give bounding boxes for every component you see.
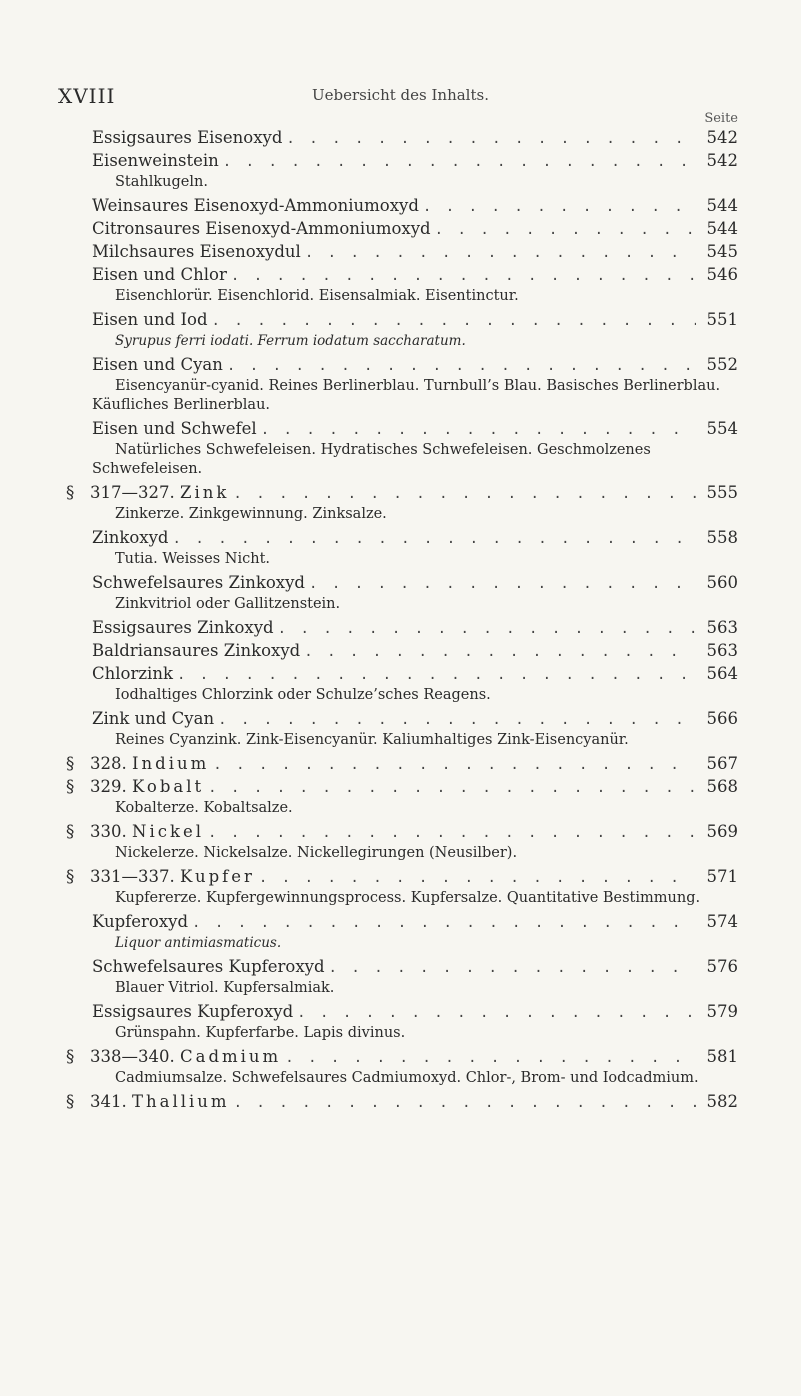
toc-subentry — [0, 685, 801, 707]
toc-entry-element-name: Zink — [179, 483, 230, 502]
toc-entry-title — [92, 662, 173, 685]
toc-entry-label: Eisen und Chlor — [92, 265, 227, 284]
section-sign: § — [66, 822, 75, 841]
running-title: Uebersicht des Inhalts. — [312, 86, 489, 104]
dot-leader — [208, 822, 696, 845]
toc-entry-title — [92, 1000, 293, 1023]
toc-entry-title — [92, 639, 300, 662]
toc-entry[interactable] — [0, 707, 801, 730]
toc-entry-page: 542 — [706, 128, 738, 147]
toc-entry[interactable] — [0, 1045, 801, 1068]
dot-leader — [435, 219, 696, 242]
toc-entry[interactable] — [0, 865, 801, 888]
toc-entry-label: Weinsaures Eisenoxyd-Ammoniumoxyd — [92, 196, 419, 215]
toc-entry-element-name: Thallium — [132, 1092, 230, 1111]
toc-entry[interactable] — [0, 639, 801, 662]
toc-entry-title — [66, 820, 204, 843]
toc-entry-label: Eisenweinstein — [92, 151, 219, 170]
toc-entry-title — [66, 752, 209, 775]
dot-leader — [208, 777, 696, 800]
toc-entry-page: 576 — [706, 957, 738, 976]
toc-entry-element-name: Kupfer — [179, 867, 255, 886]
toc-subentry-text: Eisenchlorür. Eisenchlorid. Eisensalmiak. Eisentinctur. — [115, 288, 519, 304]
toc-subentry — [0, 730, 801, 752]
dot-leader — [304, 641, 696, 664]
dot-leader — [231, 265, 696, 288]
toc-entry-page: 582 — [706, 1092, 738, 1111]
dot-leader — [305, 242, 696, 265]
toc-entry-label: 328. — [90, 754, 127, 773]
dot-leader — [278, 618, 696, 641]
toc-entry[interactable] — [0, 910, 801, 933]
toc-entry-label: 338—340. — [90, 1047, 175, 1066]
toc-entry[interactable] — [0, 217, 801, 240]
section-sign: § — [66, 867, 75, 886]
toc-entry[interactable] — [0, 1090, 801, 1113]
toc-subentry-text: Grünspahn. Kupferfarbe. Lapis divinus. — [115, 1025, 406, 1041]
toc-entry-title — [92, 910, 188, 933]
toc-entry-label: Chlorzink — [92, 664, 173, 683]
toc-entry[interactable] — [0, 752, 801, 775]
page-header — [0, 84, 801, 108]
toc-entry-page: 564 — [706, 664, 738, 683]
toc-entry[interactable] — [0, 417, 801, 440]
section-sign: § — [66, 1092, 75, 1111]
toc-entry-title — [92, 126, 282, 149]
dot-leader — [173, 528, 697, 551]
toc-subentry-text: Iodhaltiges Chlorzink oder Schulze’sches Reagens. — [115, 687, 491, 703]
toc-entry-page: 569 — [706, 822, 738, 841]
toc-entry[interactable] — [0, 194, 801, 217]
toc-subentry — [0, 440, 801, 481]
toc-entry[interactable] — [0, 775, 801, 798]
toc-entry-page: 574 — [706, 912, 738, 931]
toc-entry-label: Eisen und Schwefel — [92, 419, 257, 438]
toc-subentry — [0, 331, 801, 353]
toc-entry-element-name: Nickel — [132, 822, 204, 841]
toc-entry-label: 317—327. — [90, 483, 175, 502]
toc-entry-label: Zinkoxyd — [92, 528, 169, 547]
toc-entry[interactable] — [0, 481, 801, 504]
toc-entry-label: 331—337. — [90, 867, 175, 886]
toc-entry[interactable] — [0, 263, 801, 286]
toc-subentry — [0, 888, 801, 910]
toc-entry-title — [92, 526, 169, 549]
toc-entry-title — [66, 1090, 230, 1113]
toc-entry-title — [66, 865, 255, 888]
toc-entry-page: 544 — [706, 196, 738, 215]
toc-subentry-text: Kupfererze. Kupfergewinnungsprocess. Kupfersalze. Quantitative Bestimmung. — [115, 890, 701, 906]
toc-subentry — [0, 504, 801, 526]
toc-entry-label: Essigsaures Kupferoxyd — [92, 1002, 294, 1021]
toc-entry[interactable] — [0, 955, 801, 978]
toc-subentry — [0, 933, 801, 955]
toc-entry-page: 568 — [706, 777, 738, 796]
toc-entry-label: Eisen und Cyan — [92, 355, 223, 374]
toc-entry-title — [92, 571, 305, 594]
toc-subentry-text: Reines Cyanzink. Zink-Eisencyanür. Kaliumhaltiges Zink-Eisencyanür. — [115, 732, 629, 748]
toc-entry-label: Essigsaures Zinkoxyd — [92, 618, 274, 637]
toc-entry-element-name: Indium — [132, 754, 210, 773]
toc-subentry-text: Cadmiumsalze. Schwefelsaures Cadmiumoxyd. Chlor-, Brom- und Iodcadmium. — [115, 1070, 699, 1086]
toc-entry-page: 563 — [706, 618, 738, 637]
toc-entry-title — [92, 149, 219, 172]
toc-subentry — [0, 549, 801, 571]
toc-subentry-text: Zinkerze. Zinkgewinnung. Zinksalze. — [115, 506, 387, 522]
toc-subentry-text: Stahlkugeln. — [115, 174, 208, 190]
toc-entry-page: 552 — [706, 355, 738, 374]
toc-subentry-text: Tutia. Weisses Nicht. — [115, 551, 271, 567]
toc-subentry-text: Eisencyanür-cyanid. Reines Berlinerblau. Turnbull’s Blau. Basisches Berlinerblau. Käufliches Berlinerblau. — [92, 378, 721, 413]
toc-entry-page: 579 — [706, 1002, 738, 1021]
toc-entry-page: 563 — [706, 641, 738, 660]
dot-leader — [297, 1002, 696, 1025]
toc-entry-title — [92, 353, 223, 376]
toc-entry-label: 329. — [90, 777, 127, 796]
toc-subentry — [0, 594, 801, 616]
dot-leader — [261, 419, 696, 442]
toc-subentry — [0, 798, 801, 820]
dot-leader — [286, 128, 696, 151]
section-sign: § — [66, 754, 75, 773]
toc-entry-title — [92, 707, 214, 730]
toc-entry-page: 551 — [706, 310, 738, 329]
toc-entry-label: Citronsaures Eisenoxyd-Ammoniumoxyd — [92, 219, 431, 238]
toc-entry-element-name: Cadmium — [179, 1047, 282, 1066]
toc-entry-element-name: Kobalt — [132, 777, 205, 796]
toc-entry-label: 330. — [90, 822, 127, 841]
toc-entry[interactable] — [0, 571, 801, 594]
dot-leader — [177, 664, 696, 687]
toc-entry[interactable] — [0, 820, 801, 843]
toc-entry[interactable] — [0, 308, 801, 331]
toc-subentry — [0, 286, 801, 308]
dot-leader — [329, 957, 696, 980]
toc-entry[interactable] — [0, 526, 801, 549]
toc-entry-page: 555 — [706, 483, 738, 502]
toc-entry-page: 560 — [706, 573, 738, 592]
table-of-contents — [0, 126, 801, 1113]
toc-entry-title — [92, 217, 431, 240]
toc-entry[interactable] — [0, 240, 801, 263]
page-column-heading: Seite — [704, 111, 738, 126]
toc-entry-label: Kupferoxyd — [92, 912, 189, 931]
toc-entry-page: 544 — [706, 219, 738, 238]
toc-subentry-text: Kobalterze. Kobaltsalze. — [115, 800, 293, 816]
toc-entry-title — [92, 417, 257, 440]
toc-entry[interactable] — [0, 662, 801, 685]
section-sign: § — [66, 777, 75, 796]
toc-subentry-text: Nickelerze. Nickelsalze. Nickellegirungen (Neusilber). — [115, 845, 518, 861]
toc-subentry — [0, 172, 801, 194]
toc-subentry-text: Zinkvitriol oder Gallitzenstein. — [115, 596, 341, 612]
toc-entry-page: 581 — [706, 1047, 738, 1066]
toc-subentry — [0, 1023, 801, 1045]
toc-subentry-text: Blauer Vitriol. Kupfersalmiak. — [115, 980, 335, 996]
dot-leader — [233, 483, 696, 506]
toc-entry-title — [92, 616, 274, 639]
toc-subentry — [0, 376, 801, 417]
toc-entry-label: 341. — [90, 1092, 127, 1111]
toc-entry-label: Eisen und Iod — [92, 310, 208, 329]
toc-entry-label: Baldriansaures Zinkoxyd — [92, 641, 301, 660]
section-sign: § — [66, 1047, 75, 1066]
toc-entry-label: Schwefelsaures Zinkoxyd — [92, 573, 305, 592]
toc-entry[interactable] — [0, 1000, 801, 1023]
toc-entry-page: 542 — [706, 151, 738, 170]
toc-entry-page: 554 — [706, 419, 738, 438]
toc-entry-page: 571 — [706, 867, 738, 886]
dot-leader — [213, 754, 696, 777]
toc-entry-title — [66, 1045, 281, 1068]
section-sign: § — [66, 483, 75, 502]
toc-subentry — [0, 1068, 801, 1090]
toc-entry-title — [92, 263, 227, 286]
toc-entry[interactable] — [0, 126, 801, 149]
toc-entry-page: 566 — [706, 709, 738, 728]
toc-entry-title — [92, 240, 301, 263]
toc-entry-label: Essigsaures Eisenoxyd — [92, 128, 283, 147]
dot-leader — [218, 709, 696, 732]
toc-entry-page: 545 — [706, 242, 738, 261]
toc-entry-page: 567 — [706, 754, 738, 773]
toc-subentry — [0, 978, 801, 1000]
toc-entry[interactable] — [0, 353, 801, 376]
toc-entry-label: Schwefelsaures Kupferoxyd — [92, 957, 325, 976]
toc-entry-label: Milchsaures Eisenoxydul — [92, 242, 301, 261]
dot-leader — [234, 1092, 696, 1115]
toc-entry-label: Zink und Cyan — [92, 709, 215, 728]
toc-entry-title — [92, 955, 325, 978]
dot-leader — [285, 1047, 696, 1070]
toc-entry-title — [66, 481, 229, 504]
toc-entry-page: 546 — [706, 265, 738, 284]
page-number: XVIII — [58, 84, 116, 108]
toc-subentry-text: Natürliches Schwefeleisen. Hydratisches Schwefeleisen. Geschmolzenes Schwefeleisen. — [92, 442, 651, 477]
toc-entry[interactable] — [0, 616, 801, 639]
dot-leader — [423, 196, 696, 219]
toc-entry-title — [92, 308, 208, 331]
dot-leader — [227, 355, 696, 378]
toc-entry-title — [92, 194, 419, 217]
dot-leader — [259, 867, 696, 890]
dot-leader — [223, 151, 696, 174]
dot-leader — [309, 573, 696, 596]
toc-entry-title — [66, 775, 204, 798]
toc-subentry-text: Liquor antimiasmaticus. — [115, 935, 282, 951]
toc-subentry-text: Syrupus ferri iodati. Ferrum iodatum saccharatum. — [115, 333, 466, 349]
dot-leader — [212, 310, 697, 333]
toc-subentry — [0, 843, 801, 865]
toc-entry[interactable] — [0, 149, 801, 172]
toc-entry-page: 558 — [706, 528, 738, 547]
dot-leader — [192, 912, 696, 935]
